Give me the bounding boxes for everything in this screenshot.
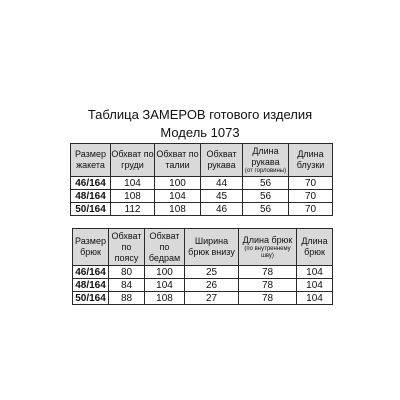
table-row [73,279,333,292]
table-cell: 104 [297,266,333,279]
table-cell: 112 [111,203,155,216]
table-cell: 104 [145,279,185,292]
size-cell: 50/164 [71,203,111,216]
column-header [155,144,201,177]
size-cell: 46/164 [73,266,109,279]
table-cell: 104 [297,279,333,292]
table-cell: 78 [239,292,297,305]
table-header-row [71,144,333,177]
column-header [239,229,297,266]
model-number: Модель 1073 [160,125,240,140]
header-sublabel: (по внутреннему шву) [244,245,291,259]
table-cell: 104 [297,292,333,305]
table-row [73,292,333,305]
table-cell: 44 [201,177,243,190]
table-cell: 26 [185,279,239,292]
table-cell: 108 [155,203,201,216]
table-cell: 70 [289,177,333,190]
header-label: Длина блузки [296,149,325,170]
table-cell: 78 [239,266,297,279]
header-label: Обхват рукава [206,149,237,170]
table-cell: 84 [109,279,145,292]
table-cell: 70 [289,203,333,216]
table-cell: 108 [111,190,155,203]
table-cell: 100 [145,266,185,279]
header-label: Обхват по бедрам [148,230,181,263]
header-label: Размер брюк [75,236,106,257]
column-header [111,144,155,177]
column-header [297,229,333,266]
table-row [71,177,333,190]
column-header [145,229,185,266]
column-header [73,229,109,266]
size-cell: 48/164 [73,279,109,292]
header-label: Ширина брюк внизу [188,236,235,257]
column-header [243,144,289,177]
table-row [71,190,333,203]
table-cell: 100 [155,177,201,190]
header-label: Длина брюк [242,234,293,245]
header-label: Обхват по талии [156,149,199,170]
jacket-measurements-table [70,143,333,216]
table-cell: 88 [109,292,145,305]
table-cell: 70 [289,190,333,203]
header-label: Обхват по поясу [111,230,142,263]
table-cell: 104 [155,190,201,203]
pants-measurements-table [72,228,333,305]
header-label: Длина брюк [301,236,328,257]
header-sublabel: (от горловины) [244,167,287,174]
header-label: Длина рукава [251,145,280,167]
column-header [185,229,239,266]
header-label: Обхват по груди [111,149,154,170]
table-row [71,203,333,216]
table-cell: 45 [201,190,243,203]
size-cell: 48/164 [71,190,111,203]
table-cell: 25 [185,266,239,279]
size-cell: 46/164 [71,177,111,190]
table-cell: 78 [239,279,297,292]
table-cell: 108 [145,292,185,305]
size-cell: 50/164 [73,292,109,305]
table-cell: 56 [243,177,289,190]
table-cell: 80 [109,266,145,279]
table-cell: 56 [243,203,289,216]
column-header [109,229,145,266]
column-header [289,144,333,177]
document-title: Таблица ЗАМЕРОВ готового изделия [87,107,313,122]
table-cell: 46 [201,203,243,216]
column-header [71,144,111,177]
table-cell: 56 [243,190,289,203]
table-cell: 27 [185,292,239,305]
table-row [73,266,333,279]
column-header [201,144,243,177]
table-header-row [73,229,333,266]
header-label: Размер жакета [75,149,106,170]
table-cell: 104 [111,177,155,190]
